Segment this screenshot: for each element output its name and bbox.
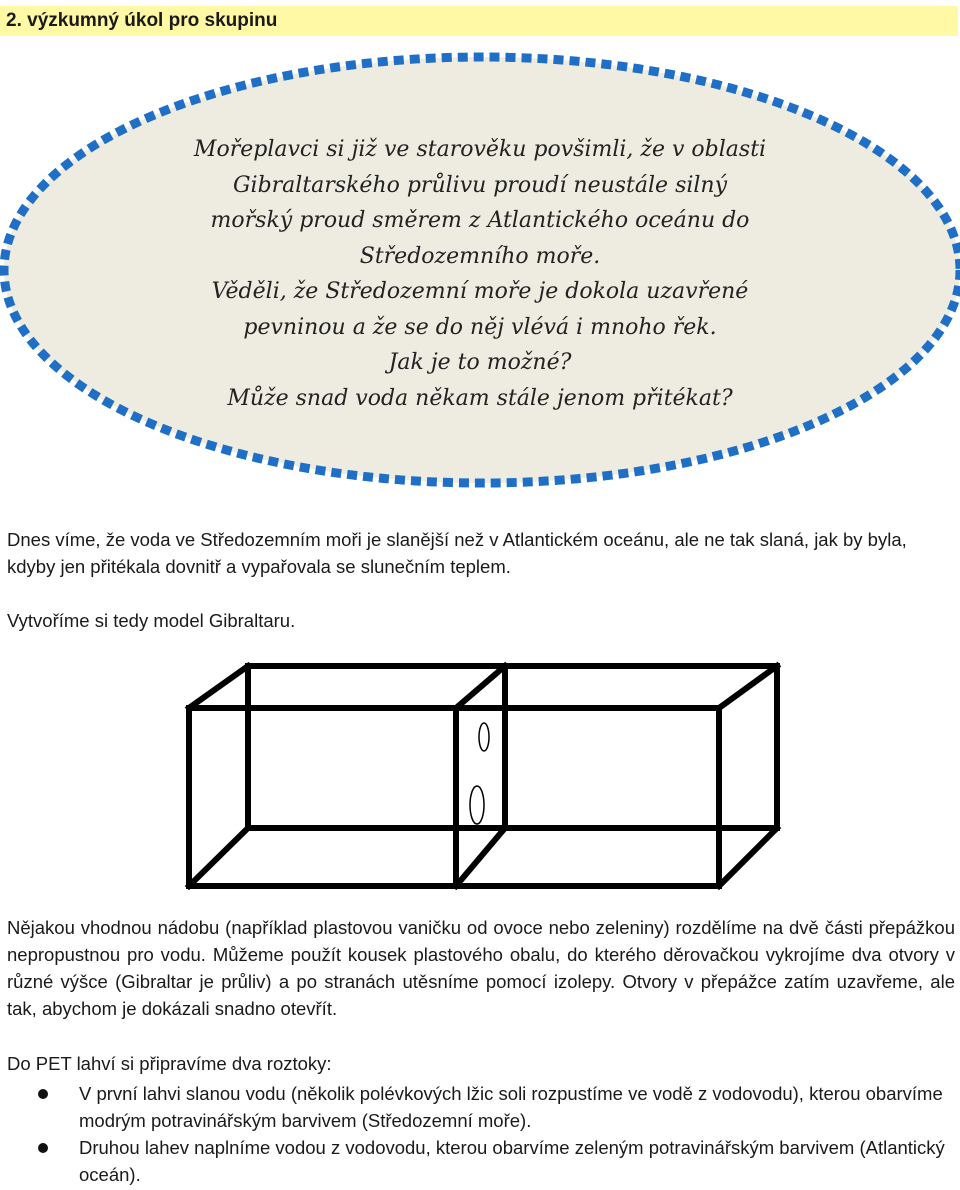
list-item bbox=[0, 1134, 958, 1188]
box-edge-top-left bbox=[189, 666, 248, 708]
bullet-dot-icon bbox=[38, 1089, 48, 1099]
list-item-text: V první lahvi slanou vodu (několik polévkových lžic soli rozpustíme ve vodě z vodovodu), kterou obarvíme modrým potravinářským barvivem (Středozemní moře). bbox=[79, 1083, 943, 1131]
partition-bottom bbox=[456, 828, 505, 886]
paragraph-solutions-intro: Do PET lahví si připravíme dva roztoky: bbox=[7, 1053, 332, 1074]
bubble-line: pevninou a že se do něj vlévá i mnoho řek. bbox=[243, 314, 717, 340]
paragraph-model-intro: Vytvoříme si tedy model Gibraltaru. bbox=[7, 610, 296, 631]
bubble-line: Věděli, že Středozemní moře je dokola uzavřené bbox=[211, 279, 749, 304]
container-diagram bbox=[180, 660, 790, 900]
box-edge-bottom-left bbox=[189, 828, 248, 886]
bubble-line: Gibraltarského průlivu proudí neustále silný bbox=[232, 172, 728, 198]
list-item-text: Druhou lahev naplníme vodou z vodovodu, kterou obarvíme zeleným potravinářským barvivem (Atlantický oceán). bbox=[79, 1137, 945, 1185]
bubble-line: Jak je to možné? bbox=[388, 350, 572, 375]
bubble-line: Mořeplavci si již ve starověku povšimli, že v oblasti bbox=[193, 137, 767, 162]
bubble-text bbox=[100, 132, 860, 416]
paragraph-instructions: Nějakou vhodnou nádobu (například plastovou vaničku od ovoce nebo zeleniny) rozdělíme na dvě části přepážkou nepropustnou pro vodu. Můžeme použít kousek plastového obalu, do kterého děrovačkou vykrojíme dva otvory v různé výšce (Gibraltar je průliv) a po stranách utěsníme pomocí izolepy. Otvory v přepážce zatím uzavřeme, ale tak, abychom je dokázali snadno otevřít. bbox=[7, 917, 955, 1019]
paragraph-salinity: Dnes víme, že voda ve Středozemním moři je slanější než v Atlantickém oceánu, ale ne tak slaná, jak by byla, kdyby jen přitékala dovnitř a vypařovala se slunečním teplem. bbox=[7, 529, 907, 577]
partition-top bbox=[456, 666, 505, 708]
box-edge-bottom-right bbox=[719, 828, 777, 886]
box-edge-top-right bbox=[719, 666, 777, 708]
bubble-line: Středozemního moře. bbox=[359, 243, 601, 269]
partition-hole-lower bbox=[470, 786, 484, 824]
section-heading: 2. výzkumný úkol pro skupinu bbox=[0, 6, 958, 36]
bullet-dot-icon bbox=[38, 1143, 48, 1153]
partition-hole-upper bbox=[479, 723, 489, 751]
solutions-list bbox=[0, 1080, 958, 1188]
list-item bbox=[0, 1080, 958, 1134]
bubble-line: Může snad voda někam stále jenom přitékat? bbox=[227, 385, 733, 411]
bubble-line: mořský proud směrem z Atlantického oceánu do bbox=[210, 208, 750, 233]
